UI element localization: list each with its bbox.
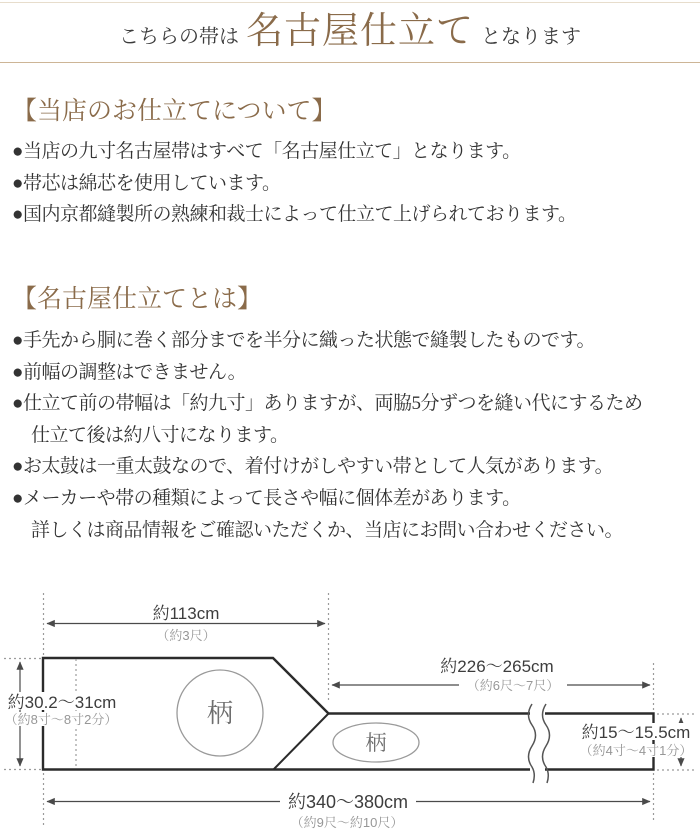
bullet-item: ●前幅の調整はできません。 [12, 361, 247, 383]
obi-outline [43, 658, 654, 770]
section-heading-nagoya: 【名古屋仕立てとは】 [12, 286, 263, 313]
bullet-item-continuation: 仕立て後は約八寸になります。 [31, 424, 289, 446]
title-suffix: となります [481, 26, 581, 48]
bullet-item: ●仕立て前の帯幅は「約九寸」ありますが、両脇5分ずつを縫い代にするため [12, 393, 643, 415]
section-heading-tailoring: 【当店のお仕立てについて】 [12, 98, 337, 125]
title-prefix: こちらの帯は [119, 26, 239, 48]
bullet-item: ●手先から胴に巻く部分までを半分に織った状態で縫製したものです。 [12, 330, 595, 351]
dim-taiko-shaku: （約8寸〜8寸2分） [4, 712, 118, 727]
bullet-item: ●帯芯は綿芯を使用しています。 [12, 172, 281, 194]
title-highlight: 名古屋仕立て [246, 11, 474, 52]
bullet-item: ●お太鼓は一重太鼓なので、着付けがしやすい帯として人気があります。 [12, 456, 614, 478]
bullet-item: ●メーカーや帯の種類によって長さや幅に個体差があります。 [12, 487, 521, 509]
dim-total-cm: 約340〜380cm [287, 792, 409, 812]
bullet-item: ●当店の九寸名古屋帯はすべて「名古屋仕立て」となります。 [12, 141, 521, 162]
dim-total-shaku: （約9尺〜約10尺） [290, 815, 404, 830]
pattern-label-mae: 柄 [365, 732, 387, 755]
dim-taiko-cm: 約30.2〜31cm [7, 693, 117, 712]
dim-tare-shaku: （約6尺〜7尺） [466, 678, 560, 693]
dim-front-cm: 約15〜15.5cm [581, 723, 691, 742]
dim-tare-cm: 約226〜265cm [440, 657, 554, 676]
pattern-label-taiko: 柄 [206, 698, 234, 728]
dim-front-shaku: （約4寸〜4寸1分） [579, 743, 693, 758]
dim-tesaki-shaku: （約3尺） [156, 628, 216, 643]
bullet-item-continuation: 詳しくは商品情報をご確認いただくか、当店にお問い合わせください。 [31, 519, 624, 541]
bullet-item: ●国内京都縫製所の熟練和裁士によって仕立て上げられております。 [12, 204, 577, 226]
dim-tesaki-cm: 約113cm [152, 604, 220, 623]
